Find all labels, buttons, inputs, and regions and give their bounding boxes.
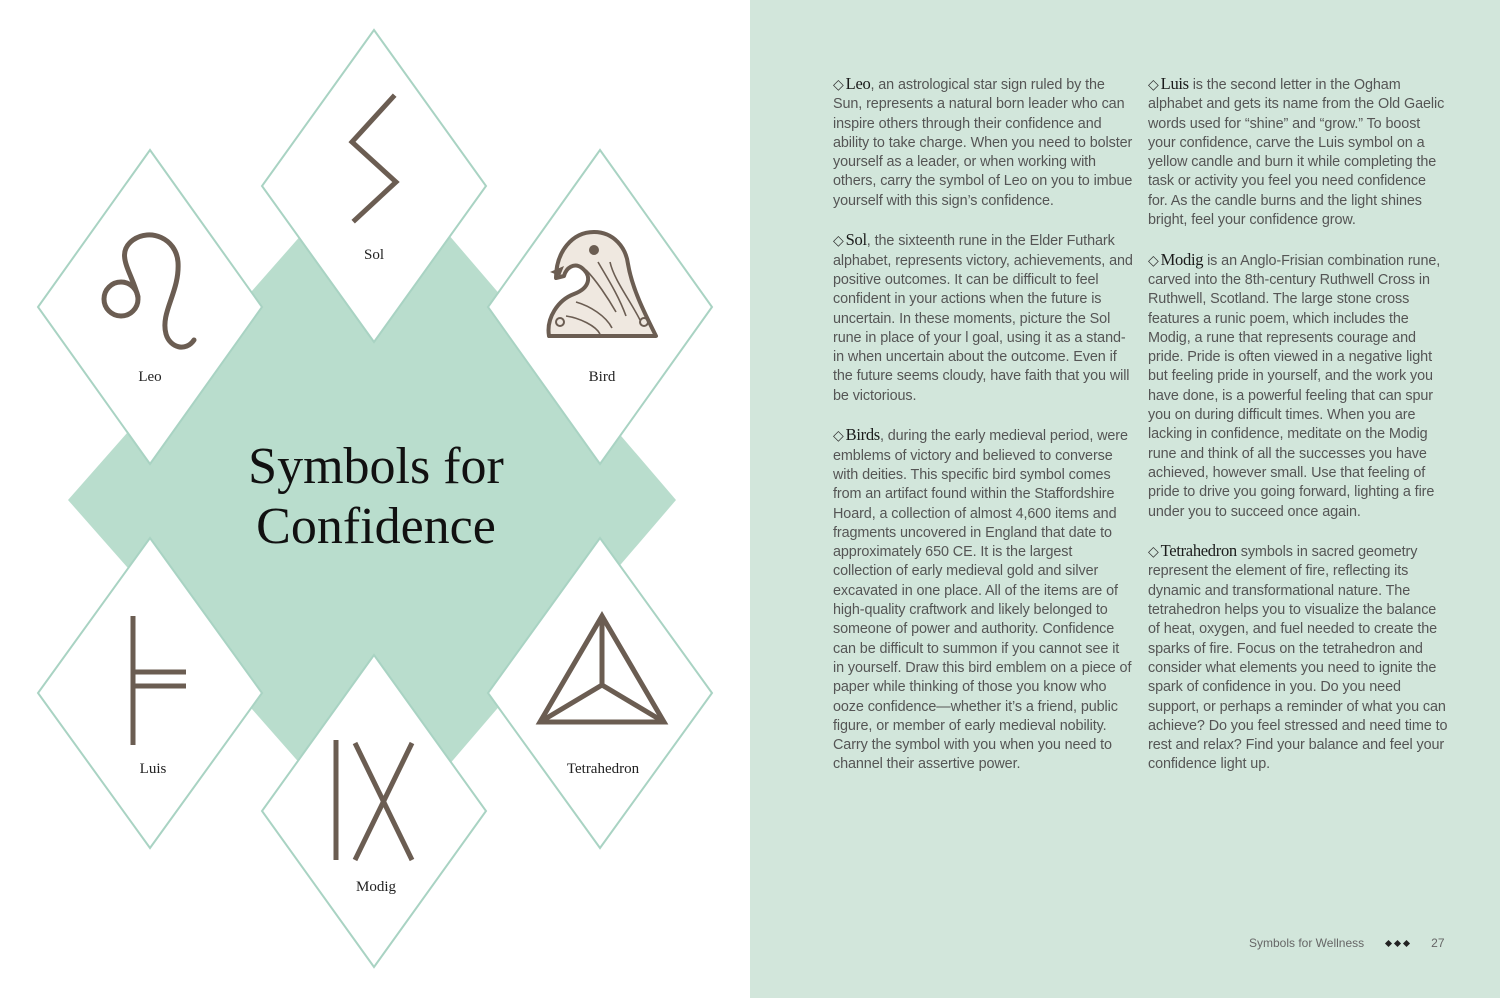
diamond-bullet-icon: ◇ xyxy=(833,232,844,249)
entry-term: Modig xyxy=(1160,249,1204,269)
leo-label: Leo xyxy=(138,369,162,385)
entry-text: symbols in sacred geometry represent the element of fire, reflecting its dynamic and transformational nature. The tetrahedron helps you to visualize the balance of heat, oxygen, and fuel needed to create the sparks of fire. Focus on the tetrahedron and consider what elements you need to ignite the spark of confidence in you. Do you need support, or perhaps a reminder of what you can achieve? Do you feel stressed and need time to rest and relax? Find your balance and feel your confidence light up. xyxy=(1148,544,1448,773)
entry-tetrahedron xyxy=(1148,541,1448,775)
tetrahedron-label: Tetrahedron xyxy=(566,761,640,777)
page-title-line1: Symbols for xyxy=(248,438,504,495)
footer-diamonds-icon xyxy=(1384,941,1411,946)
entry-modig xyxy=(1148,250,1448,522)
entry-text: , an astrological star sign ruled by the Sun, represents a natural born leader who can inspire others through their confidence and ability to take charge. When you need to bolster yourself as a leader, or when working with others, carry the symbol of Leo on you to imbue yourself with this sign’s confidence. xyxy=(833,77,1133,209)
entry-term: Birds xyxy=(845,425,880,445)
entry-term: Luis xyxy=(1160,74,1189,93)
entry-luis xyxy=(1148,74,1448,230)
diamond-bullet-icon: ◇ xyxy=(1148,76,1159,92)
text-column-2 xyxy=(1148,74,1448,794)
diamond-bullet-icon: ◇ xyxy=(833,427,844,444)
entry-leo xyxy=(833,74,1133,211)
page-footer xyxy=(1249,936,1445,950)
page-title-line2: Confidence xyxy=(256,498,496,555)
sol-label: Sol xyxy=(363,247,385,263)
diamond-bullet-icon: ◇ xyxy=(1148,251,1159,268)
text-column-1 xyxy=(833,74,1133,794)
diamond-bullet-icon: ◇ xyxy=(833,76,844,92)
entry-term: Sol xyxy=(845,230,867,250)
modig-label: Modig xyxy=(355,879,397,895)
entry-sol xyxy=(833,230,1133,406)
bird-label: Bird xyxy=(588,369,616,385)
footer-section-title: Symbols for Wellness xyxy=(1249,936,1365,950)
entry-text: is an Anglo-Frisian combination rune, carved into the 8th-century Ruthwell Cross in Ruthwell, Scotland. The large stone cross features a runic poem, which includes the Modig, a rune that represents courage and pride. Pride is often viewed in a negative light but feeling pride in yourself, and the work you have done, is a powerful feeling that can spur you on during difficult times. When you are lacking in confidence, meditate on the Modig rune and think of all the successes you have achieved, however small. Use that feeling of pride to drive you going forward, lighting a fire under you to succeed once again. xyxy=(1148,252,1441,520)
diamond-bullet-icon: ◇ xyxy=(1148,543,1159,560)
entry-term: Leo xyxy=(845,74,871,93)
entry-text: , during the early medieval period, were emblems of victory and believed to converse with deities. This specific bird symbol comes from an artifact found within the Staffordshire Hoard, a collection of almost 4,600 items and fragments uncovered in England that date to approximately 650 CE. It is the largest collection of early medieval gold and silver excavated in one place. All of the items are of high-quality craftwork and likely belonged to someone of power and authority. Confidence can be difficult to summon if you cannot see it in yourself. Draw this bird emblem on a piece of paper while thinking of those you know who ooze confidence—whether it’s a friend, public figure, or member of early medieval nobility. Carry the symbol with you when you need to channel their assertive power. xyxy=(833,428,1132,773)
entry-text: is the second letter in the Ogham alphabet and gets its name from the Old Gaelic words used for “shine” and “grow.” To boost your confidence, carve the Luis symbol on a yellow candle and burn it while completing the task or activity you feel you need confidence for. As the candle burns and the light shines bright, feel your confidence grow. xyxy=(1148,77,1445,229)
page-number: 27 xyxy=(1431,936,1445,950)
entry-term: Tetrahedron xyxy=(1160,541,1237,561)
luis-label: Luis xyxy=(139,761,167,777)
entry-birds xyxy=(833,425,1133,774)
entry-text: , the sixteenth rune in the Elder Futhark alphabet, represents victory, achievements, and positive outcomes. It can be difficult to feel confident in your actions when the future is uncertain. In these moments, picture the Sol rune in place of your l goal, using it as a stand-in when uncertain about the outcome. Even if the future seems cloudy, have faith that you will be victorious. xyxy=(833,233,1133,404)
